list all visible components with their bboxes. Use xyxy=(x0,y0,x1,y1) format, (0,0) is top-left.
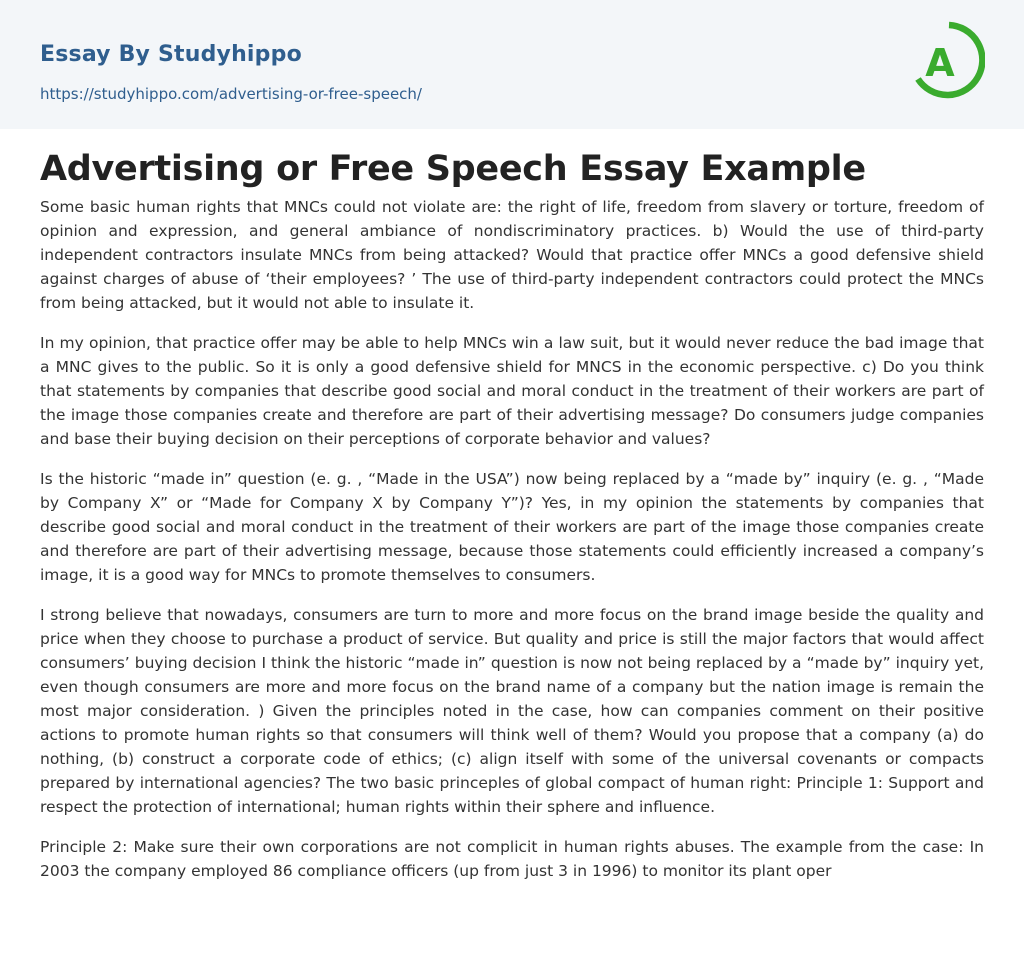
article-url-link[interactable]: https://studyhippo.com/advertising-or-free-speech/ xyxy=(40,85,422,103)
article-body xyxy=(0,149,1024,883)
site-header xyxy=(0,0,1024,129)
logo-letter: A xyxy=(925,41,955,85)
brand-title[interactable]: Essay By Studyhippo xyxy=(40,42,302,67)
essay-paragraph-1: Some basic human rights that MNCs could not violate are: the right of life, freedom from slavery or torture, freedom of opinion and expression, and general ambiance of nondiscriminatory practices. b) Would the use of third-party independent contractors insulate MNCs from being attacked? Would that practice offer MNCs a good defensive shield against charges of abuse of ‘their employees? ’ The use of third-party independent contractors could protect the MNCs from being attacked, but it would not able to insulate it. xyxy=(40,198,984,312)
page-title: Advertising or Free Speech Essay Example xyxy=(40,149,866,189)
essay-paragraph-5: Principle 2: Make sure their own corporations are not complicit in human rights abuses. The example from the case: In 2003 the company employed 86 compliance officers (up from just 3 in 1996) to monitor its plant oper xyxy=(40,838,984,880)
essay-paragraph-3: Is the historic “made in” question (e. g. , “Made in the USA”) now being replaced by a “made by” inquiry (e. g. , “Made by Company X” or “Made for Company X by Company Y”)? Yes, in my opinion the statements by companies that describe good social and moral conduct in the treatment of their workers are part of the image those companies create and therefore are part of their advertising message, because those statements could efficiently increased a company’s image, it is a good way for MNCs to promote themselves to consumers. xyxy=(40,470,984,584)
essay-paragraph-2: In my opinion, that practice offer may be able to help MNCs win a law suit, but it would never reduce the bad image that a MNC gives to the public. So it is only a good defensive shield for MNCS in the economic perspective. c) Do you think that statements by companies that describe good social and moral conduct in the treatment of their workers are part of the image those companies create and therefore are part of their advertising message? Do consumers judge companies and base their buying decision on their perceptions of corporate behavior and values? xyxy=(40,334,984,448)
studyhippo-logo-icon[interactable] xyxy=(913,19,985,105)
essay-paragraph-4: I strong believe that nowadays, consumers are turn to more and more focus on the brand image beside the quality and price when they choose to purchase a product of service. But quality and price is still the major factors that would affect consumers’ buying decision I think the historic “made in” question is now not being replaced by a “made by” inquiry yet, even though consumers are more and more focus on the brand name of a company but the nation image is remain the most major consideration. ) Given the principles noted in the case, how can companies comment on their positive actions to promote human rights so that consumers will think well of them? Would you propose that a company (a) do nothing, (b) construct a corporate code of ethics; (c) align itself with some of the universal covenants or compacts prepared by international agencies? The two basic princeples of global compact of human right: Principle 1: Support and respect the protection of international; human rights within their sphere and influence. xyxy=(40,606,984,816)
